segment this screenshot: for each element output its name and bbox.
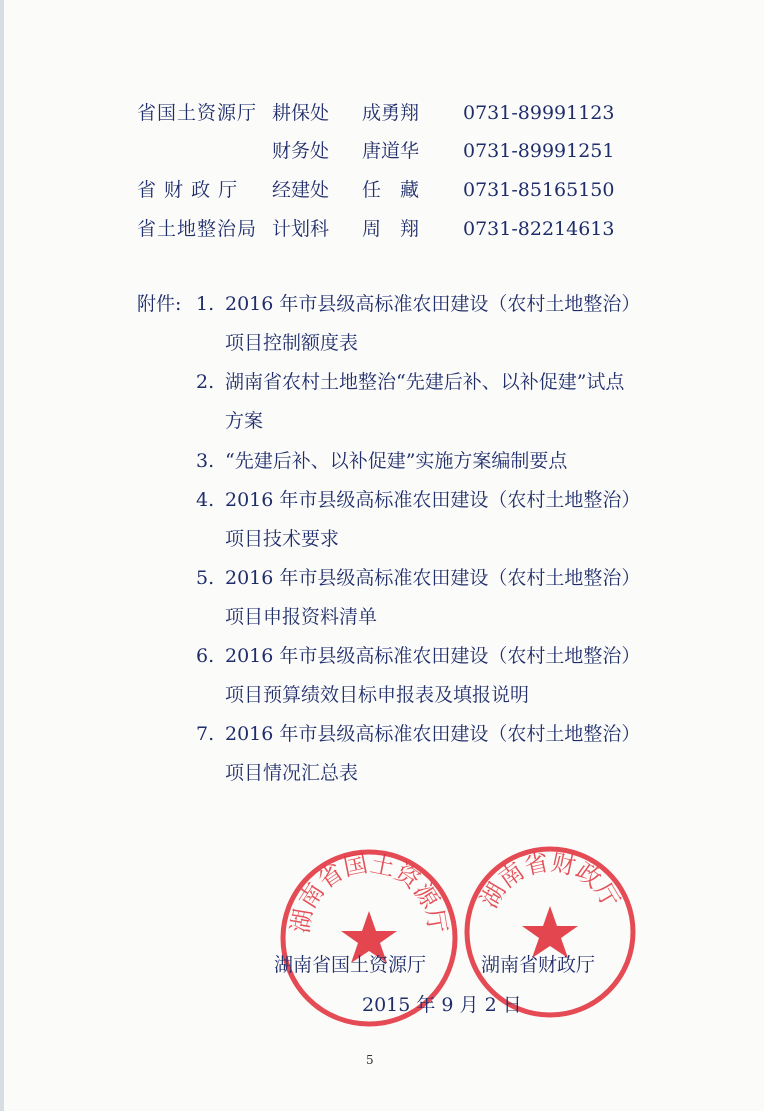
contact-row xyxy=(0,214,764,244)
attachment-number: 3. xyxy=(196,450,215,472)
contact-dept: 耕保处 xyxy=(272,102,330,124)
contact-person: 周 翔 xyxy=(362,218,420,240)
attachment-title: 2016 年市县级高标准农田建设（农村土地整治） xyxy=(225,645,641,667)
contact-person: 唐道华 xyxy=(362,140,420,162)
document-date: 2015 年 9 月 2 日 xyxy=(362,994,522,1016)
contact-person: 任 藏 xyxy=(362,179,420,201)
attachment-title-cont: 方案 xyxy=(225,410,264,432)
attachment-title: 2016 年市县级高标准农田建设（农村土地整治） xyxy=(225,489,641,511)
scan-edge xyxy=(0,0,4,1111)
contact-row xyxy=(0,175,764,205)
contact-dept: 计划科 xyxy=(272,218,330,240)
attachment-number: 7. xyxy=(196,723,215,745)
attachment-title-cont: 项目控制额度表 xyxy=(225,332,359,354)
contact-org: 省国土资源厅 xyxy=(137,102,258,124)
attachment-title: “先建后补、以补促建”实施方案编制要点 xyxy=(225,450,568,472)
page-number: 5 xyxy=(366,1053,374,1067)
attachment-title: 湖南省农村土地整治“先建后补、以补促建”试点 xyxy=(225,371,625,393)
contact-org: 省 财 政 厅 xyxy=(137,179,239,201)
contact-phone: 0731-85165150 xyxy=(463,179,615,201)
attachment-title-cont: 项目预算绩效目标申报表及填报说明 xyxy=(225,684,530,706)
signature-land-resources: 湖南省国土资源厅 xyxy=(274,954,427,976)
attachment-number: 4. xyxy=(196,489,215,511)
attachment-title: 2016 年市县级高标准农田建设（农村土地整治） xyxy=(225,723,641,745)
signature-finance: 湖南省财政厅 xyxy=(481,954,596,976)
attachment-title-cont: 项目情况汇总表 xyxy=(225,762,359,784)
attachment-number: 1. xyxy=(196,293,215,315)
seal-text: 湖南省财政厅 xyxy=(475,848,625,913)
contact-phone: 0731-89991123 xyxy=(463,102,615,124)
attachment-title-cont: 项目技术要求 xyxy=(225,528,340,550)
attachment-title: 2016 年市县级高标准农田建设（农村土地整治） xyxy=(225,567,641,589)
attachment-number: 5. xyxy=(196,567,215,589)
contact-phone: 0731-89991251 xyxy=(463,140,615,162)
contact-phone: 0731-82214613 xyxy=(463,218,615,240)
contact-row xyxy=(0,136,764,166)
contact-dept: 经建处 xyxy=(272,179,330,201)
attachment-number: 2. xyxy=(196,371,215,393)
contact-org: 省土地整治局 xyxy=(137,218,258,240)
attachment-number: 6. xyxy=(196,645,215,667)
attachments-label: 附件: xyxy=(137,293,182,315)
attachment-title: 2016 年市县级高标准农田建设（农村土地整治） xyxy=(225,293,641,315)
seal-text: 湖南省国土资源厅 xyxy=(286,849,452,936)
contact-dept: 财务处 xyxy=(272,140,330,162)
contact-row xyxy=(0,98,764,128)
contact-person: 成勇翔 xyxy=(362,102,420,124)
attachment-title-cont: 项目申报资料清单 xyxy=(225,606,378,628)
svg-text:湖南省财政厅 xyxy=(475,848,625,913)
